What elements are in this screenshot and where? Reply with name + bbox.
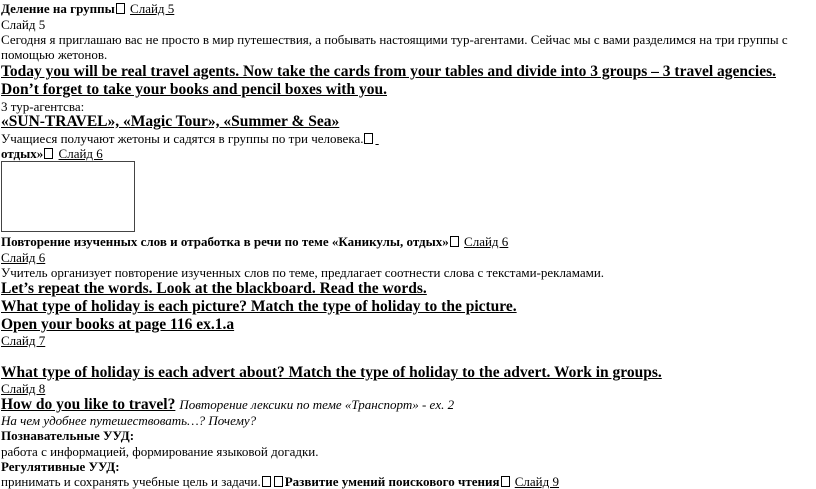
- missing-glyph-icon: [44, 148, 53, 159]
- students-text: Учащиеся получают жетоны и садятся в группы по три человека.: [1, 131, 364, 146]
- heading-groups-text: Деление на группы: [1, 1, 115, 16]
- missing-glyph-icon: [501, 476, 510, 487]
- english-match-picture: What type of holiday is each picture? Match the type of holiday to the picture.: [1, 298, 517, 315]
- slide-label: Слайд 5: [1, 17, 46, 32]
- missing-glyph-icon: [116, 3, 125, 14]
- holiday-fragment-text: отдых»: [1, 146, 44, 161]
- slide-6-link-2[interactable]: Слайд 6: [464, 234, 509, 249]
- missing-glyph-icon: [364, 133, 373, 144]
- travel-question: [1, 396, 454, 414]
- slide-6-link[interactable]: Слайд 6: [58, 146, 103, 161]
- slide-8-label[interactable]: Слайд 8: [1, 381, 46, 396]
- cognitive-uud-heading: Познавательные УУД:: [1, 428, 135, 443]
- teacher-paragraph: Учитель организует повторение изученных слов по теме, предлагает соотнести слова с текстами-рекламами.: [1, 265, 605, 280]
- english-instruction-agents: Today you will be real travel agents. Now take the cards from your tables and divide into 3 groups – 3 travel agencies. Don’t forget to take your books and pencil boxes with you.: [1, 63, 776, 98]
- heading-vocabulary-text: Повторение изученных слов и отработка в речи по теме «Каникулы, отдых»: [1, 234, 449, 249]
- english-match-advert: What type of holiday is each advert about? Match the type of holiday to the advert. Work in groups.: [1, 364, 662, 381]
- regulative-uud-heading: Регулятивные УУД:: [1, 459, 120, 474]
- section-heading-vocabulary: [1, 234, 508, 249]
- agencies-label: 3 тур-агентсва:: [1, 99, 85, 114]
- russian-question: На чем удобнее путешествовать…? Почему?: [1, 413, 257, 428]
- english-repeat-words: Let’s repeat the words. Look at the blackboard. Read the words.: [1, 280, 427, 297]
- transport-vocabulary-note: Повторение лексики по теме «Транспорт» - ex. 2: [179, 397, 455, 412]
- regulative-uud-text: принимать и сохранять учебные цель и задачи.: [1, 474, 261, 489]
- cognitive-uud-text: работа с информацией, формирование языковой догадки.: [1, 444, 319, 459]
- image-placeholder: [1, 161, 135, 232]
- students-paragraph: [1, 131, 379, 146]
- underline-space: [375, 131, 378, 146]
- slide-6-label[interactable]: Слайд 6: [1, 250, 46, 265]
- search-reading-heading: Развитие умений поискового чтения: [284, 474, 500, 489]
- slide-5-link[interactable]: Слайд 5: [130, 1, 175, 16]
- intro-paragraph: Сегодня я приглашаю вас не просто в мир путешествия, а побывать настоящими тур-агентами. Сейчас мы с вами разделимся на три группы с помощью жетонов.: [1, 32, 788, 62]
- missing-glyph-icon: [274, 476, 283, 487]
- slide-9-link[interactable]: Слайд 9: [514, 474, 559, 489]
- missing-glyph-icon: [450, 236, 459, 247]
- holiday-fragment: [1, 146, 103, 161]
- slide-7-label[interactable]: Слайд 7: [1, 333, 46, 348]
- travel-question-text: How do you like to travel?: [1, 396, 176, 413]
- missing-glyph-icon: [262, 476, 271, 487]
- english-open-books: Open your books at page 116 ex.1.a: [1, 316, 235, 333]
- section-heading-groups: [1, 1, 174, 16]
- agencies-list: «SUN-TRAVEL», «Magic Tour», «Summer & Sea»: [1, 113, 340, 130]
